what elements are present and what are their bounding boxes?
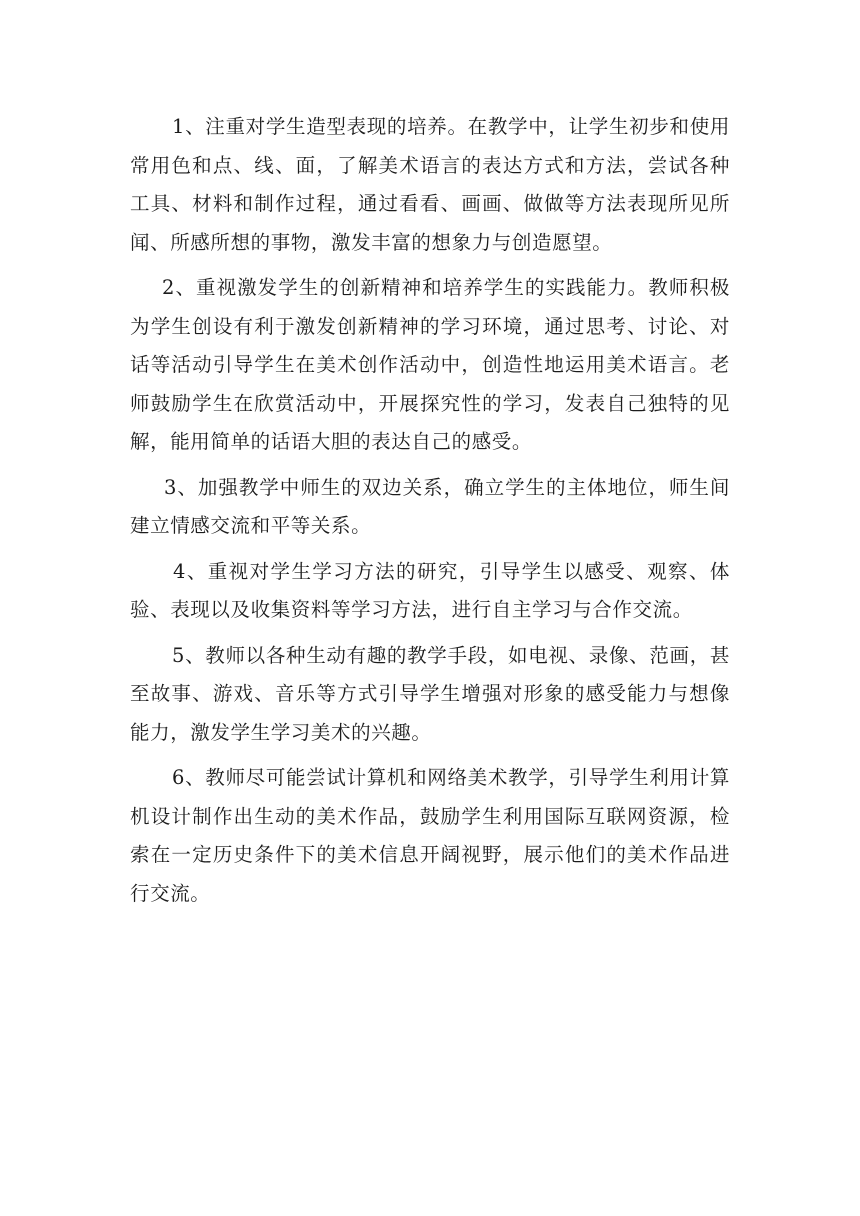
paragraph-3: 3、加强教学中师生的双边关系，确立学生的主体地位，师生间建立情感交流和平等关系。 (130, 475, 730, 537)
paragraph-5: 5、教师以各种生动有趣的教学手段，如电视、录像、范画，甚至故事、游戏、音乐等方式引导学生增强对形象的感受能力与想像能力，激发学生学习美术的兴趣。 (130, 643, 730, 744)
paragraph-6: 6、教师尽可能尝试计算机和网络美术教学，引导学生利用计算机设计制作出生动的美术作品，鼓励学生利用国际互联网资源，检索在一定历史条件下的美术信息开阔视野，展示他们的美术作品进行交流。 (130, 766, 730, 905)
paragraph-1: 1、注重对学生造型表现的培养。在教学中，让学生初步和使用常用色和点、线、面，了解美术语言的表达方式和方法，尝试各种工具、材料和制作过程，通过看看、画画、做做等方法表现所见所闻、所感所想的事物，激发丰富的想象力与创造愿望。 (130, 115, 730, 254)
paragraph-4: 4、重视对学生学习方法的研究，引导学生以感受、观察、体验、表现以及收集资料等学习方法，进行自主学习与合作交流。 (130, 559, 730, 621)
paragraph-2: 2、重视激发学生的创新精神和培养学生的实践能力。教师积极为学生创设有利于激发创新精神的学习环境，通过思考、讨论、对话等活动引导学生在美术创作活动中，创造性地运用美术语言。老师鼓励学生在欣赏活动中，开展探究性的学习，发表自己独特的见解，能用简单的话语大胆的表达自己的感受。 (130, 276, 730, 453)
document-body (130, 108, 730, 920)
